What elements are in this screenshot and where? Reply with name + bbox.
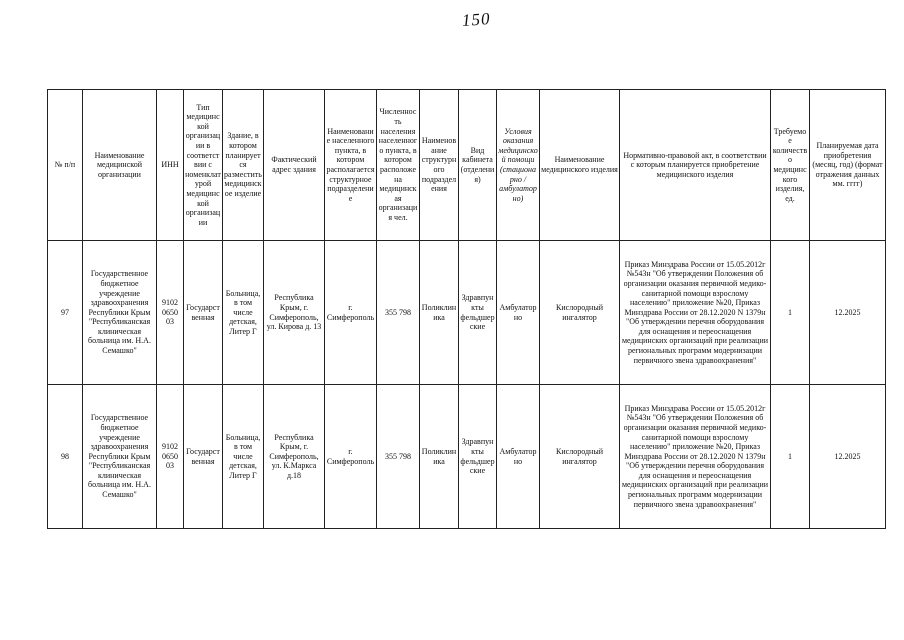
table-row (48, 241, 886, 385)
cell-conditions: Амбулаторно (497, 385, 540, 529)
cell-cabinet: Здравпункты фельдшерские (459, 241, 497, 385)
cell-locality: г. Симферополь (325, 241, 377, 385)
cell-inn: 9102 0650 03 (157, 385, 184, 529)
page-number: 150 (461, 9, 492, 30)
cell-unit: Поликлиника (420, 241, 459, 385)
header-inn: ИНН (157, 90, 184, 241)
cell-cabinet: Здравпункты фельдшерские (459, 385, 497, 529)
cell-qty: 1 (771, 385, 810, 529)
cell-org: Государственное бюджетное учреждение здравоохранения Республики Крым "Республиканская клиническая больница им. Н.А. Семашко" (83, 385, 157, 529)
cell-qty: 1 (771, 241, 810, 385)
equipment-table (47, 89, 886, 529)
cell-num: 97 (48, 241, 83, 385)
cell-device: Кислородный ингалятор (540, 241, 620, 385)
header-num: № п/п (48, 90, 83, 241)
cell-address: Республика Крым, г. Симферополь, ул. Кирова д. 13 (264, 241, 325, 385)
header-qty: Требуемое количество медицинского изделия, ед. (771, 90, 810, 241)
cell-population: 355 798 (377, 385, 420, 529)
header-device: Наименование медицинского изделия (540, 90, 620, 241)
header-date: Планируемая дата приобретения (месяц, год) (формат отражения данных мм. гггг) (810, 90, 886, 241)
header-unit: Наименование структурного подразделения (420, 90, 459, 241)
cell-inn: 9102 0650 03 (157, 241, 184, 385)
header-conditions: Условия оказания медицинской помощи (стационарно / амбулаторно) (497, 90, 540, 241)
cell-address: Республика Крым, г. Симферополь, ул. К.Маркса д.18 (264, 385, 325, 529)
cell-act: Приказ Минздрава России от 15.05.2012г №543н "Об утверждении Положения об организации оказания первичной медико-санитарной помощи взрослому населению" приложение №20, Приказ Минздрава России от 28.12.2020 N 1379н "Об утверждении перечня оборудования для оснащения и переоснащения медицинских организаций при реализации региональных программ модернизации первичного звена здравоохранения" (620, 241, 771, 385)
header-act: Нормативно-правовой акт, в соответствии с которым планируется приобретение медицинского изделия (620, 90, 771, 241)
table-header-row (48, 90, 886, 241)
header-locality: Наименование населенного пункта, в котором располагается структурное подразделение (325, 90, 377, 241)
cell-date: 12.2025 (810, 385, 886, 529)
cell-act: Приказ Минздрава России от 15.05.2012г №543н "Об утверждении Положения об организации оказания первичной медико-санитарной помощи взрослому населению" приложение №20, Приказ Минздрава России от 28.12.2020 N 1379н "Об утверждении перечня оборудования для оснащения и переоснащения медицинских организаций при реализации региональных программ модернизации первичного звена здравоохранения" (620, 385, 771, 529)
cell-population: 355 798 (377, 241, 420, 385)
cell-locality: г. Симферополь (325, 385, 377, 529)
cell-type: Государственная (184, 241, 223, 385)
cell-date: 12.2025 (810, 241, 886, 385)
header-type: Тип медицинской организации в соответствии с номенклатурой медицинской организации (184, 90, 223, 241)
cell-type: Государственная (184, 385, 223, 529)
cell-device: Кислородный ингалятор (540, 385, 620, 529)
cell-org: Государственное бюджетное учреждение здравоохранения Республики Крым "Республиканская клиническая больница им. Н.А. Семашко" (83, 241, 157, 385)
cell-building: Больница, в том числе детская, Литер Г (223, 241, 264, 385)
header-org: Наименование медицинской организации (83, 90, 157, 241)
cell-conditions: Амбулаторно (497, 241, 540, 385)
header-building: Здание, в котором планируется разместить медицинское изделие (223, 90, 264, 241)
header-address: Фактический адрес здания (264, 90, 325, 241)
cell-unit: Поликлиника (420, 385, 459, 529)
cell-building: Больница, в том числе детская, Литер Г (223, 385, 264, 529)
header-population: Численность населения населенного пункта, в котором расположена медицинская организация чел. (377, 90, 420, 241)
header-cabinet: Вид кабинета (отделения) (459, 90, 497, 241)
table-row (48, 385, 886, 529)
cell-num: 98 (48, 385, 83, 529)
